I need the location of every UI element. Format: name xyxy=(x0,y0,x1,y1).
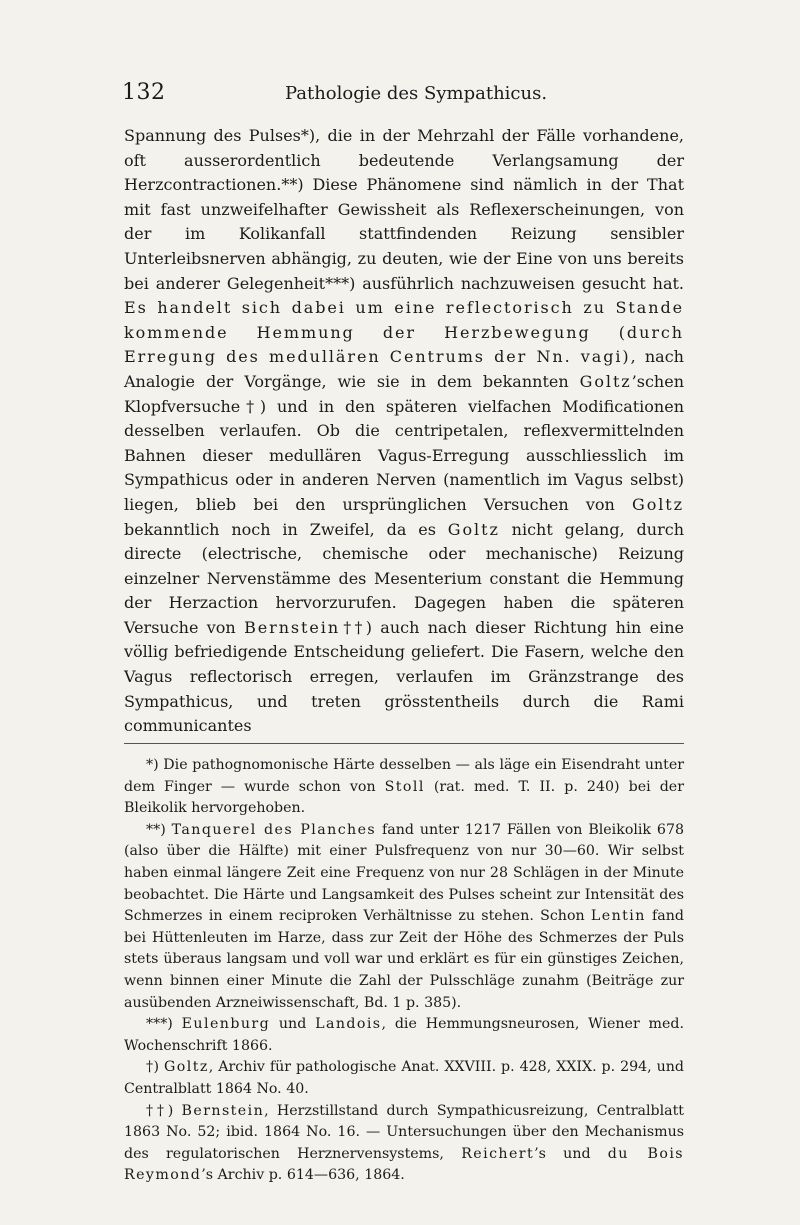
footnote-text: und xyxy=(270,1016,316,1033)
footnote-3 xyxy=(124,1014,684,1057)
footnote-text: *) Die pathognomonische Härte desselben — als läge ein Eisendraht unter dem Finger — wurde schon von xyxy=(124,757,684,795)
footnote-marker: **) xyxy=(146,821,172,838)
main-text xyxy=(124,124,684,739)
author-name: Landois xyxy=(315,1016,382,1033)
footnote-marker: †) xyxy=(146,1059,165,1076)
author-name: Goltz xyxy=(579,371,632,391)
footnote-marker: ***) xyxy=(146,1016,182,1033)
text-run: ††) auch nach dieser Richtung hin eine völlig befriedigende Entscheidung geliefert. Die Fasern, welche den Vagus reflectorisch erregen, verlaufen im Gränzstrange des Sympathicus, und treten grösstentheils durch die Rami communicantes xyxy=(124,617,684,736)
footnote-text: , Archiv für pathologische Anat. XXVIII. p. 428, XXIX. p. 294, und Centralblatt 1864 No. 40. xyxy=(124,1059,684,1097)
author-name: Stoll xyxy=(384,778,425,795)
author-name: Lentin xyxy=(590,908,646,925)
text-run: bekanntlich noch in Zweifel, da es xyxy=(124,519,448,539)
author-name: Bernstein xyxy=(244,617,341,637)
footnote-5 xyxy=(124,1101,684,1187)
footnote-text: (rat. med. T. II. p. 240) bei der Bleikolik hervorgehoben. xyxy=(124,778,684,817)
footnote-divider xyxy=(124,743,684,744)
footnote-text: ’s und xyxy=(534,1145,608,1162)
text-run: nicht gelang, durch directe (electrische, chemische oder mechanische) Reizung einzelner Nervenstämme des Mesenterium constant die Hemmung der Herzaction hervorzurufen. Dagegen haben die späteren Versuche von xyxy=(124,519,684,637)
text-run: Spannung des Pulses*), die in der Mehrzahl der Fälle vorhandene, oft ausserordentlich bedeutende Verlangsamung der Herzcontractionen.**) Diese Phänomene sind nämlich in der That mit fast unzweifelhafter Gewissheit als Reflexerscheinungen, von der im Kolikanfall stattfindenden Reizung sensibler Unterleibsnerven abhängig, zu deuten, wie der Eine von uns bereits bei anderer Gelegenheit***) ausführlich nachzuweisen gesucht hat. xyxy=(124,126,684,293)
emphasized-text: Es handelt sich dabei um eine reflectorisch zu Stande kommende Hemmung der Herzbewegung (durch Erregung des medullären Centrums der Nn. vagi), xyxy=(124,298,684,367)
author-name: Goltz xyxy=(447,519,500,539)
footnote-text: , die Hemmungsneurosen, Wiener med. Wochenschrift 1866. xyxy=(124,1016,685,1054)
footnotes xyxy=(124,755,684,1187)
page-header xyxy=(122,80,684,112)
footnote-text: fand unter 1217 Fällen von Bleikolik 678 (also über die Hälfte) mit einer Pulsfrequenz von nur 30—60. Wir selbst haben einmal längere Zeit eine Frequenz von nur 28 Schlägen in der Minute beobachtet. Die Härte und Langsamkeit des Pulses scheint zur Intensität des Schmerzes in einem reciproken Verhältnisse zu stehen. Schon xyxy=(124,821,685,925)
footnote-text: fand bei Hüttenleuten im Harze, dass zur Zeit der Höhe des Schmerzes der Puls stets überaus langsam und voll war und erklärt es für ein günstiges Zeichen, wenn binnen einer Minute die Zahl der Pulsschläge zunahm (Beiträge zur ausübenden Arzneiwissenschaft, Bd. 1 p. 385). xyxy=(124,908,684,1011)
author-name: Bernstein xyxy=(181,1102,265,1119)
footnote-marker: ††) xyxy=(146,1102,182,1119)
author-name: Goltz xyxy=(164,1059,209,1076)
author-name: Tanquerel des Planches xyxy=(171,821,377,838)
page-number: 132 xyxy=(122,80,166,105)
footnote-2 xyxy=(124,820,684,1014)
text-run: ’schen Klopfversuche†) und in den späteren vielfachen Modificationen desselben verlaufen. Ob die centripetalen, reflexvermittelnden Bahnen dieser medullären Vagus-Erregung ausschliesslich im Sympathicus oder in anderen Nerven (namentlich im Vagus selbst) liegen, blieb bei den ursprünglichen Versuchen von xyxy=(124,371,684,514)
running-title: Pathologie des Sympathicus. xyxy=(284,83,548,104)
author-name: Eulenburg xyxy=(181,1016,271,1033)
text-run: nach Analogie der Vorgänge, wie sie in dem bekannten xyxy=(124,347,684,391)
footnote-text: ’s Archiv p. 614—636, 1864. xyxy=(201,1167,405,1184)
author-name: Goltz xyxy=(632,494,684,514)
footnote-text: , Herzstillstand durch Sympathicusreizung, Centralblatt 1863 No. 52; ibid. 1864 No. 16. — Untersuchungen über den Mechanismus des regulatorischen Herznervensystems, xyxy=(124,1102,684,1162)
author-name: Reichert xyxy=(461,1145,535,1162)
footnote-1 xyxy=(124,755,684,820)
author-name: du Bois Reymond xyxy=(124,1145,684,1184)
footnote-4 xyxy=(124,1057,684,1100)
